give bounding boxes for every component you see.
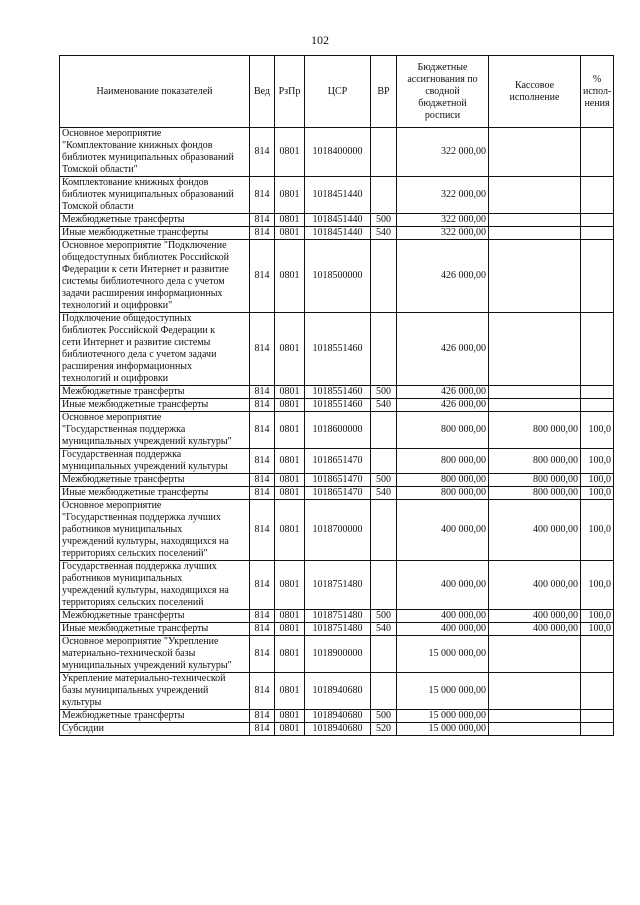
cell-rzpr: 0801 [275, 240, 305, 313]
cell-csr: 1018651470 [305, 474, 371, 487]
cell-percent [581, 313, 614, 386]
cell-vr [371, 449, 397, 474]
cell-cash: 800 000,00 [489, 449, 581, 474]
cell-rzpr: 0801 [275, 610, 305, 623]
cell-percent: 100,0 [581, 449, 614, 474]
cell-budget: 400 000,00 [397, 610, 489, 623]
cell-budget: 426 000,00 [397, 240, 489, 313]
cell-budget: 322 000,00 [397, 227, 489, 240]
cell-rzpr: 0801 [275, 177, 305, 214]
cell-cash: 400 000,00 [489, 561, 581, 610]
cell-csr: 1018751480 [305, 610, 371, 623]
cell-percent [581, 399, 614, 412]
cell-rzpr: 0801 [275, 561, 305, 610]
cell-cash [489, 710, 581, 723]
cell-ved: 814 [250, 636, 275, 673]
cell-budget: 400 000,00 [397, 623, 489, 636]
cell-csr: 1018900000 [305, 636, 371, 673]
cell-vr: 540 [371, 227, 397, 240]
cell-vr: 540 [371, 623, 397, 636]
cell-csr: 1018600000 [305, 412, 371, 449]
cell-name: Основное мероприятие "Комплектование книжных фондов библиотек муниципальных образований Томской области" [60, 128, 250, 177]
cell-vr: 540 [371, 399, 397, 412]
table-row [60, 214, 614, 227]
cell-vr [371, 673, 397, 710]
cell-budget: 15 000 000,00 [397, 673, 489, 710]
cell-csr: 1018551460 [305, 399, 371, 412]
cell-rzpr: 0801 [275, 386, 305, 399]
cell-cash: 400 000,00 [489, 500, 581, 561]
cell-csr: 1018940680 [305, 673, 371, 710]
header-budget: Бюджетные ассигнования по сводной бюджетной росписи [397, 56, 489, 128]
cell-ved: 814 [250, 412, 275, 449]
cell-budget: 400 000,00 [397, 561, 489, 610]
table-row [60, 449, 614, 474]
cell-ved: 814 [250, 240, 275, 313]
cell-csr: 1018451440 [305, 177, 371, 214]
table-row [60, 561, 614, 610]
table-row [60, 623, 614, 636]
cell-percent: 100,0 [581, 610, 614, 623]
cell-rzpr: 0801 [275, 636, 305, 673]
cell-vr: 520 [371, 723, 397, 736]
cell-csr: 1018551460 [305, 313, 371, 386]
cell-percent [581, 240, 614, 313]
cell-ved: 814 [250, 449, 275, 474]
cell-ved: 814 [250, 610, 275, 623]
cell-percent [581, 386, 614, 399]
cell-ved: 814 [250, 710, 275, 723]
cell-cash [489, 240, 581, 313]
cell-ved: 814 [250, 474, 275, 487]
cell-budget: 426 000,00 [397, 399, 489, 412]
cell-csr: 1018451440 [305, 214, 371, 227]
cell-name: Иные межбюджетные трансферты [60, 623, 250, 636]
page-number: 102 [311, 33, 329, 47]
cell-rzpr: 0801 [275, 313, 305, 386]
cell-vr [371, 177, 397, 214]
cell-name: Государственная поддержка лучших работников муниципальных учреждений культуры, находящихся на территориях сельских поселений [60, 561, 250, 610]
cell-name: Основное мероприятие "Государственная поддержка муниципальных учреждений культуры" [60, 412, 250, 449]
cell-ved: 814 [250, 227, 275, 240]
cell-percent: 100,0 [581, 412, 614, 449]
cell-percent: 100,0 [581, 500, 614, 561]
cell-name: Межбюджетные трансферты [60, 610, 250, 623]
cell-budget: 426 000,00 [397, 386, 489, 399]
cell-cash [489, 214, 581, 227]
cell-cash: 400 000,00 [489, 610, 581, 623]
cell-csr: 1018751480 [305, 623, 371, 636]
table-row [60, 636, 614, 673]
cell-rzpr: 0801 [275, 673, 305, 710]
cell-rzpr: 0801 [275, 128, 305, 177]
cell-rzpr: 0801 [275, 399, 305, 412]
table-row [60, 474, 614, 487]
cell-rzpr: 0801 [275, 412, 305, 449]
header-rzpr: РзПр [275, 56, 305, 128]
table-row [60, 240, 614, 313]
cell-vr: 500 [371, 386, 397, 399]
cell-vr [371, 240, 397, 313]
header-cash: Кассовое исполнение [489, 56, 581, 128]
cell-budget: 322 000,00 [397, 128, 489, 177]
cell-ved: 814 [250, 399, 275, 412]
cell-ved: 814 [250, 177, 275, 214]
cell-budget: 15 000 000,00 [397, 723, 489, 736]
table-row [60, 673, 614, 710]
cell-name: Комплектование книжных фондов библиотек муниципальных образований Томской области [60, 177, 250, 214]
cell-rzpr: 0801 [275, 474, 305, 487]
cell-vr [371, 636, 397, 673]
table-row [60, 399, 614, 412]
table-row [60, 386, 614, 399]
cell-name: Основное мероприятие "Государственная поддержка лучших работников муниципальных учреждений культуры, находящихся на территориях сельских поселений" [60, 500, 250, 561]
cell-name: Межбюджетные трансферты [60, 474, 250, 487]
cell-budget: 400 000,00 [397, 500, 489, 561]
cell-vr [371, 313, 397, 386]
cell-percent: 100,0 [581, 623, 614, 636]
cell-name: Субсидии [60, 723, 250, 736]
cell-cash: 800 000,00 [489, 487, 581, 500]
cell-csr: 1018451440 [305, 227, 371, 240]
cell-percent [581, 227, 614, 240]
cell-csr: 1018700000 [305, 500, 371, 561]
cell-rzpr: 0801 [275, 487, 305, 500]
cell-percent [581, 214, 614, 227]
cell-cash [489, 723, 581, 736]
cell-budget: 322 000,00 [397, 214, 489, 227]
cell-ved: 814 [250, 214, 275, 227]
cell-name: Иные межбюджетные трансферты [60, 227, 250, 240]
cell-budget: 15 000 000,00 [397, 710, 489, 723]
table-row [60, 710, 614, 723]
cell-name: Основное мероприятие "Укрепление материально-технической базы муниципальных учреждений культуры" [60, 636, 250, 673]
cell-percent: 100,0 [581, 487, 614, 500]
table-header-row [60, 56, 614, 128]
cell-cash [489, 128, 581, 177]
cell-rzpr: 0801 [275, 623, 305, 636]
cell-cash [489, 313, 581, 386]
cell-ved: 814 [250, 561, 275, 610]
cell-percent: 100,0 [581, 561, 614, 610]
cell-csr: 1018940680 [305, 723, 371, 736]
cell-ved: 814 [250, 487, 275, 500]
cell-name: Основное мероприятие "Подключение общедоступных библиотек Российской Федерации к сети Интернет и развитие системы библиотечного дела с учетом задачи расширения информационных технологий и оцифровки" [60, 240, 250, 313]
cell-name: Межбюджетные трансферты [60, 710, 250, 723]
cell-vr: 540 [371, 487, 397, 500]
cell-budget: 322 000,00 [397, 177, 489, 214]
cell-ved: 814 [250, 128, 275, 177]
cell-cash [489, 177, 581, 214]
cell-budget: 800 000,00 [397, 412, 489, 449]
table-body [60, 128, 614, 736]
cell-ved: 814 [250, 723, 275, 736]
cell-name: Государственная поддержка муниципальных учреждений культуры [60, 449, 250, 474]
cell-percent [581, 128, 614, 177]
cell-vr [371, 128, 397, 177]
cell-cash [489, 227, 581, 240]
cell-rzpr: 0801 [275, 723, 305, 736]
cell-name: Иные межбюджетные трансферты [60, 399, 250, 412]
cell-rzpr: 0801 [275, 449, 305, 474]
cell-budget: 15 000 000,00 [397, 636, 489, 673]
cell-ved: 814 [250, 673, 275, 710]
cell-csr: 1018751480 [305, 561, 371, 610]
header-ved: Вед [250, 56, 275, 128]
cell-cash: 800 000,00 [489, 474, 581, 487]
cell-rzpr: 0801 [275, 227, 305, 240]
cell-rzpr: 0801 [275, 500, 305, 561]
cell-name: Иные межбюджетные трансферты [60, 487, 250, 500]
cell-ved: 814 [250, 313, 275, 386]
cell-budget: 800 000,00 [397, 449, 489, 474]
cell-name: Межбюджетные трансферты [60, 214, 250, 227]
table-row [60, 610, 614, 623]
cell-vr [371, 561, 397, 610]
cell-ved: 814 [250, 623, 275, 636]
table-row [60, 128, 614, 177]
cell-name: Укрепление материально-технической базы муниципальных учреждений культуры [60, 673, 250, 710]
header-csr: ЦСР [305, 56, 371, 128]
cell-cash: 800 000,00 [489, 412, 581, 449]
header-vr: ВР [371, 56, 397, 128]
table-row [60, 177, 614, 214]
cell-percent: 100,0 [581, 474, 614, 487]
cell-cash [489, 386, 581, 399]
cell-name: Межбюджетные трансферты [60, 386, 250, 399]
cell-vr [371, 412, 397, 449]
cell-cash: 400 000,00 [489, 623, 581, 636]
cell-vr: 500 [371, 474, 397, 487]
cell-percent [581, 177, 614, 214]
budget-execution-table [59, 55, 614, 736]
table-row [60, 500, 614, 561]
cell-ved: 814 [250, 386, 275, 399]
cell-vr: 500 [371, 710, 397, 723]
cell-vr [371, 500, 397, 561]
cell-budget: 800 000,00 [397, 487, 489, 500]
cell-budget: 426 000,00 [397, 313, 489, 386]
cell-csr: 1018500000 [305, 240, 371, 313]
cell-csr: 1018651470 [305, 487, 371, 500]
cell-percent [581, 723, 614, 736]
cell-csr: 1018940680 [305, 710, 371, 723]
table-row [60, 412, 614, 449]
cell-rzpr: 0801 [275, 214, 305, 227]
cell-rzpr: 0801 [275, 710, 305, 723]
cell-ved: 814 [250, 500, 275, 561]
table-row [60, 313, 614, 386]
cell-budget: 800 000,00 [397, 474, 489, 487]
header-percent: % испол- нения [581, 56, 614, 128]
cell-percent [581, 710, 614, 723]
header-name: Наименование показателей [60, 56, 250, 128]
cell-name: Подключение общедоступных библиотек Российской Федерации к сети Интернет и развитие системы библиотечного дела с учетом задачи расширения информационных технологий и оцифровки [60, 313, 250, 386]
cell-csr: 1018400000 [305, 128, 371, 177]
cell-csr: 1018651470 [305, 449, 371, 474]
cell-csr: 1018551460 [305, 386, 371, 399]
cell-percent [581, 636, 614, 673]
cell-vr: 500 [371, 610, 397, 623]
cell-cash [489, 399, 581, 412]
table-row [60, 487, 614, 500]
table-row [60, 723, 614, 736]
cell-vr: 500 [371, 214, 397, 227]
cell-cash [489, 636, 581, 673]
table-row [60, 227, 614, 240]
cell-percent [581, 673, 614, 710]
cell-cash [489, 673, 581, 710]
